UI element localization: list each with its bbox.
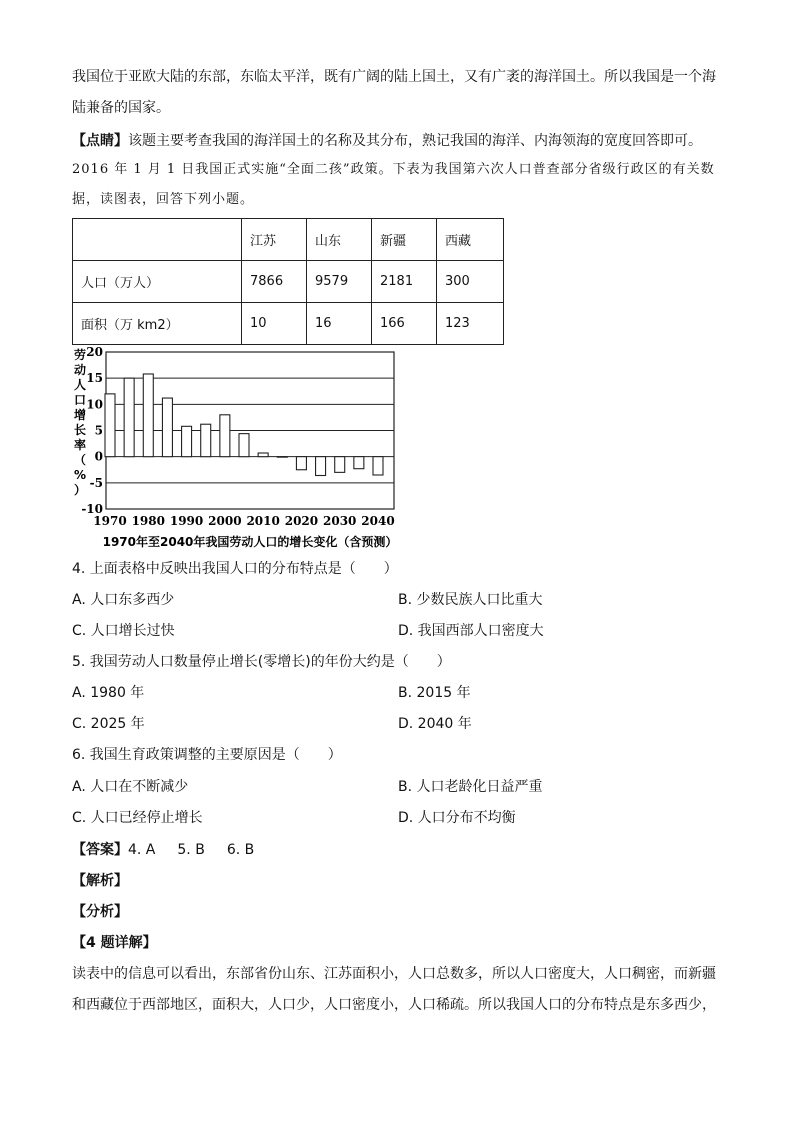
question-5-option-c: C. 2025 年 [72,716,145,732]
y-axis-label-char: % [73,468,87,482]
question-5-stem: 5. 我国劳动人口数量停止增长(零增长)的年份大约是（ ） [72,654,451,670]
table-header-row [73,219,504,261]
y-axis-label-char: 口 [73,393,87,407]
question-5-option-b: B. 2015 年 [398,685,471,701]
bar [124,378,134,457]
table-header-cell: 新疆 [372,219,437,261]
bar [143,374,153,457]
x-tick-label: 2030 [323,514,357,528]
question-6-option-b: B. 人口老龄化日益严重 [398,779,543,795]
y-axis-label-char: （ [73,453,87,467]
table-header-cell [73,219,242,261]
detail4-text: 读表中的信息可以看出，东部省份山东、江苏面积小，人口总数多，所以人口密度大，人口稠密，而新疆和西藏位于西部地区，面积大，人口少，人口密度小，人口稀疏。所以我国人口的分布特点是东多西少， [72,966,716,1013]
intro-paragraph: 我国位于亚欧大陆的东部，东临太平洋，既有广阔的陆上国土，又有广袤的海洋国土。所以我国是一个海陆兼备的国家。 [72,69,716,116]
bar [220,415,230,457]
question-4-option-c: C. 人口增长过快 [72,623,175,639]
chart-title: 1970年至2040年我国劳动人口的增长变化（含预测） [102,535,398,549]
question-5-option-a: A. 1980 年 [72,685,145,701]
x-tick-label: 1980 [131,514,165,528]
x-tick-label: 2020 [284,514,319,528]
table-cell: 面积（万 km2） [73,303,242,345]
y-tick-label: 5 [94,423,103,438]
table-header-cell: 西藏 [437,219,504,261]
answer-line [72,840,276,860]
dianjing-note [72,131,702,151]
y-tick-label: 10 [86,397,103,412]
y-axis-label-char: 人 [73,378,87,392]
bar [373,457,383,475]
table-cell: 123 [437,303,504,345]
labor-growth-chart [72,345,412,555]
bar [258,453,268,457]
table-cell: 166 [372,303,437,345]
dianjing-text: 该题主要考查我国的海洋国土的名称及其分布，熟记我国的海洋、内海领海的宽度回答即可。 [128,133,702,149]
y-tick-label: -10 [81,502,103,516]
x-tick-label: 2040 [361,514,395,528]
question-intro-line1: 2016 年 1 月 1 日我国正式实施“全面二孩”政策。下表为我国第六次人口普查部分省级行政区的有关数 [72,162,715,177]
table-cell: 300 [437,261,504,303]
question-6-option-a: A. 人口在不断减少 [72,779,189,795]
answer-label: 【答案】 [72,842,128,858]
table-cell: 7866 [242,261,307,303]
bar [182,426,192,456]
question-4-option-d: D. 我国西部人口密度大 [398,623,544,639]
population-table [72,218,504,345]
table-header-cell: 江苏 [242,219,307,261]
bar [162,398,172,457]
y-axis-label-char: ） [73,483,87,497]
y-axis-label-char: 增 [73,408,87,422]
y-axis-label-char: 率 [73,438,87,452]
bar [201,424,211,456]
x-tick-label: 2000 [208,514,242,528]
bar [335,457,345,473]
question-4-option-a: A. 人口东多西少 [72,592,175,608]
question-6-option-c: C. 人口已经停止增长 [72,810,203,826]
bar [354,457,364,469]
table-row [73,303,504,345]
y-axis-label-char: 动 [73,363,87,377]
table-cell: 人口（万人） [73,261,242,303]
dianjing-label: 【点睛】 [72,133,128,149]
x-tick-label: 1990 [169,514,204,528]
bar [296,457,306,470]
table-cell: 10 [242,303,307,345]
x-tick-label: 2010 [246,514,280,528]
bar [239,434,249,457]
answer-item: 4. A [128,842,156,858]
table-cell: 2181 [372,261,437,303]
question-5-option-d: D. 2040 年 [398,716,472,732]
bar [277,457,287,458]
bar [105,394,115,457]
y-tick-label: 20 [86,345,103,359]
question-intro-line2: 据，读图表，回答下列小题。 [72,192,255,207]
y-tick-label: 0 [94,449,103,464]
bar [316,457,326,476]
answer-item: 5. B [177,842,205,858]
question-6-option-d: D. 人口分布不均衡 [398,810,516,826]
question-4-stem: 4. 上面表格中反映出我国人口的分布特点是（ ） [72,561,398,577]
fenxi-label: 【分析】 [72,904,128,920]
x-tick-label: 1970 [93,514,127,528]
question-4-option-b: B. 少数民族人口比重大 [398,592,543,608]
y-tick-label: 15 [86,371,103,386]
jiexi-label: 【解析】 [72,873,128,889]
table-header-cell: 山东 [307,219,372,261]
table-cell: 9579 [307,261,372,303]
y-tick-label: -5 [89,475,103,490]
table-row [73,261,504,303]
answer-item: 6. B [226,842,255,858]
y-axis-label-char: 长 [73,423,87,437]
table-cell: 16 [307,303,372,345]
y-axis-label-char: 劳 [73,348,87,362]
question-6-stem: 6. 我国生育政策调整的主要原因是（ ） [72,747,342,763]
detail4-label: 【4 题详解】 [72,935,157,951]
